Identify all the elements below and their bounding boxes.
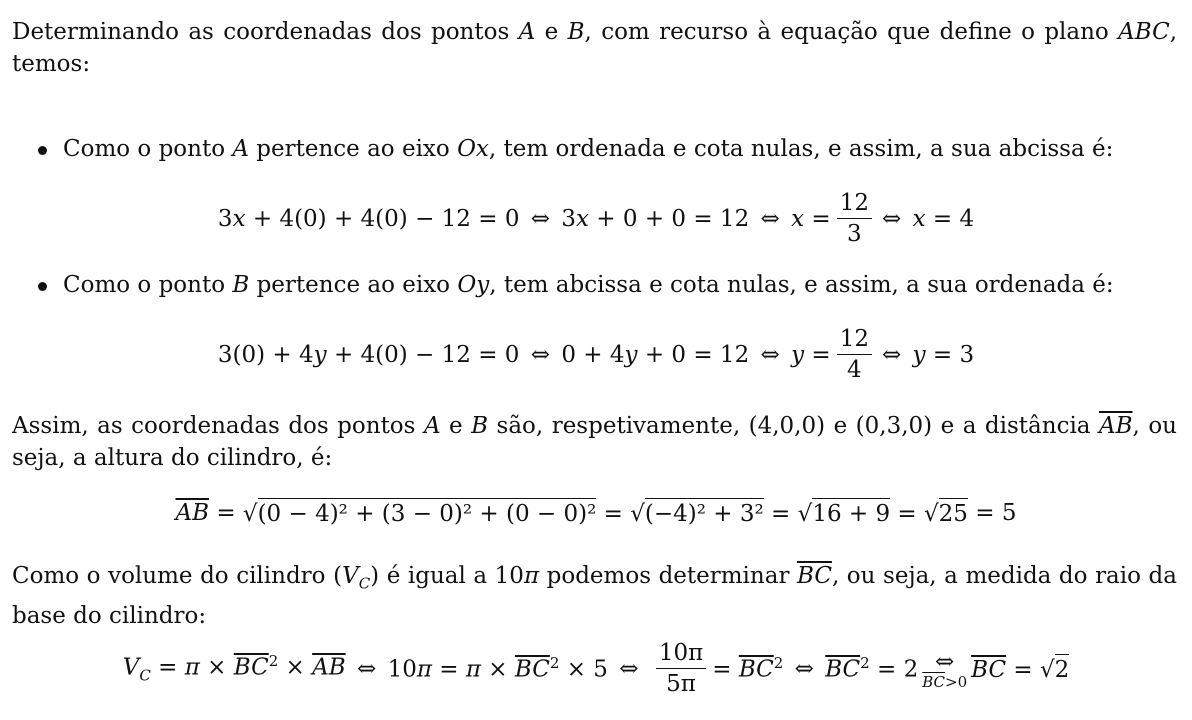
coordinates-paragraph: Assim, as coordenadas dos pontos A e B são, respetivamente, (4,0,0) e (0,3,0) e a distância $\overline{AB}$, ou seja, a altura do cilindro, é:	[12, 413, 1177, 471]
intro-paragraph: Determinando as coordenadas dos pontos A e B, com recurso à equação que define o plano ABC, temos:	[12, 19, 1178, 77]
bullet-icon	[38, 282, 47, 291]
equation-bc-radius: $V_C = \pi \times \overline{BC}^2 \times \overline{AB}$ ⇔ $10\pi = \pi \times \overline{BC}^2 \times 5$ ⇔ $\frac{10\pi}{5\pi}$ = $\overline{BC}^2$ ⇔ $\overline{BC}^2 = 2$ ⇔ $\overline{BC}>0$ $\overline{BC} = √2$	[122, 640, 1070, 697]
equation-a: 3x + 4(0) + 4(0) − 12 = 0 ⇔ 3x + 0 + 0 = 12 ⇔ x = $\frac{12}{3}$ ⇔ x = 4	[217, 190, 975, 247]
fraction-12-4: $\frac{12}{4}$	[837, 324, 872, 385]
radical-1: (0 − 4)² + (3 − 0)² + (0 − 0)²	[258, 498, 597, 528]
equation-ab-distance: $\overline{AB}$ = √(0 − 4)² + (3 − 0)² + (0 − 0)² = √(−4)² + 3² = √16 + 9 = √25 = 5	[175, 500, 1017, 527]
fraction-10pi-5pi: $\frac{10\pi}{5\pi}$	[656, 638, 706, 699]
radical-3: 16 + 9	[812, 498, 890, 528]
equivalence-with-condition: ⇔ $\overline{BC}>0$	[922, 648, 968, 691]
bullet-point-b: Como o ponto B pertence ao eixo Oy, tem abcissa e cota nulas, e assim, a sua ordenada é:	[38, 272, 1114, 298]
equation-b: 3(0) + 4y + 4(0) − 12 = 0 ⇔ 0 + 4y + 0 = 12 ⇔ y = $\frac{12}{4}$ ⇔ y = 3	[217, 326, 975, 383]
radical-4: 25	[939, 498, 968, 528]
bullet-icon	[38, 146, 47, 155]
volume-paragraph: Como o volume do cilindro $(V_C)$ é igual a 10π podemos determinar $\overline{BC}$, ou seja, a medida do raio da base do cilindro:	[12, 563, 1177, 629]
bullet-point-a: Como o ponto A pertence ao eixo Ox, tem ordenada e cota nulas, e assim, a sua abcissa é:	[38, 136, 1113, 162]
radical-2: (−4)² + 3²	[645, 498, 764, 528]
fraction-12-3: $\frac{12}{3}$	[837, 188, 872, 249]
